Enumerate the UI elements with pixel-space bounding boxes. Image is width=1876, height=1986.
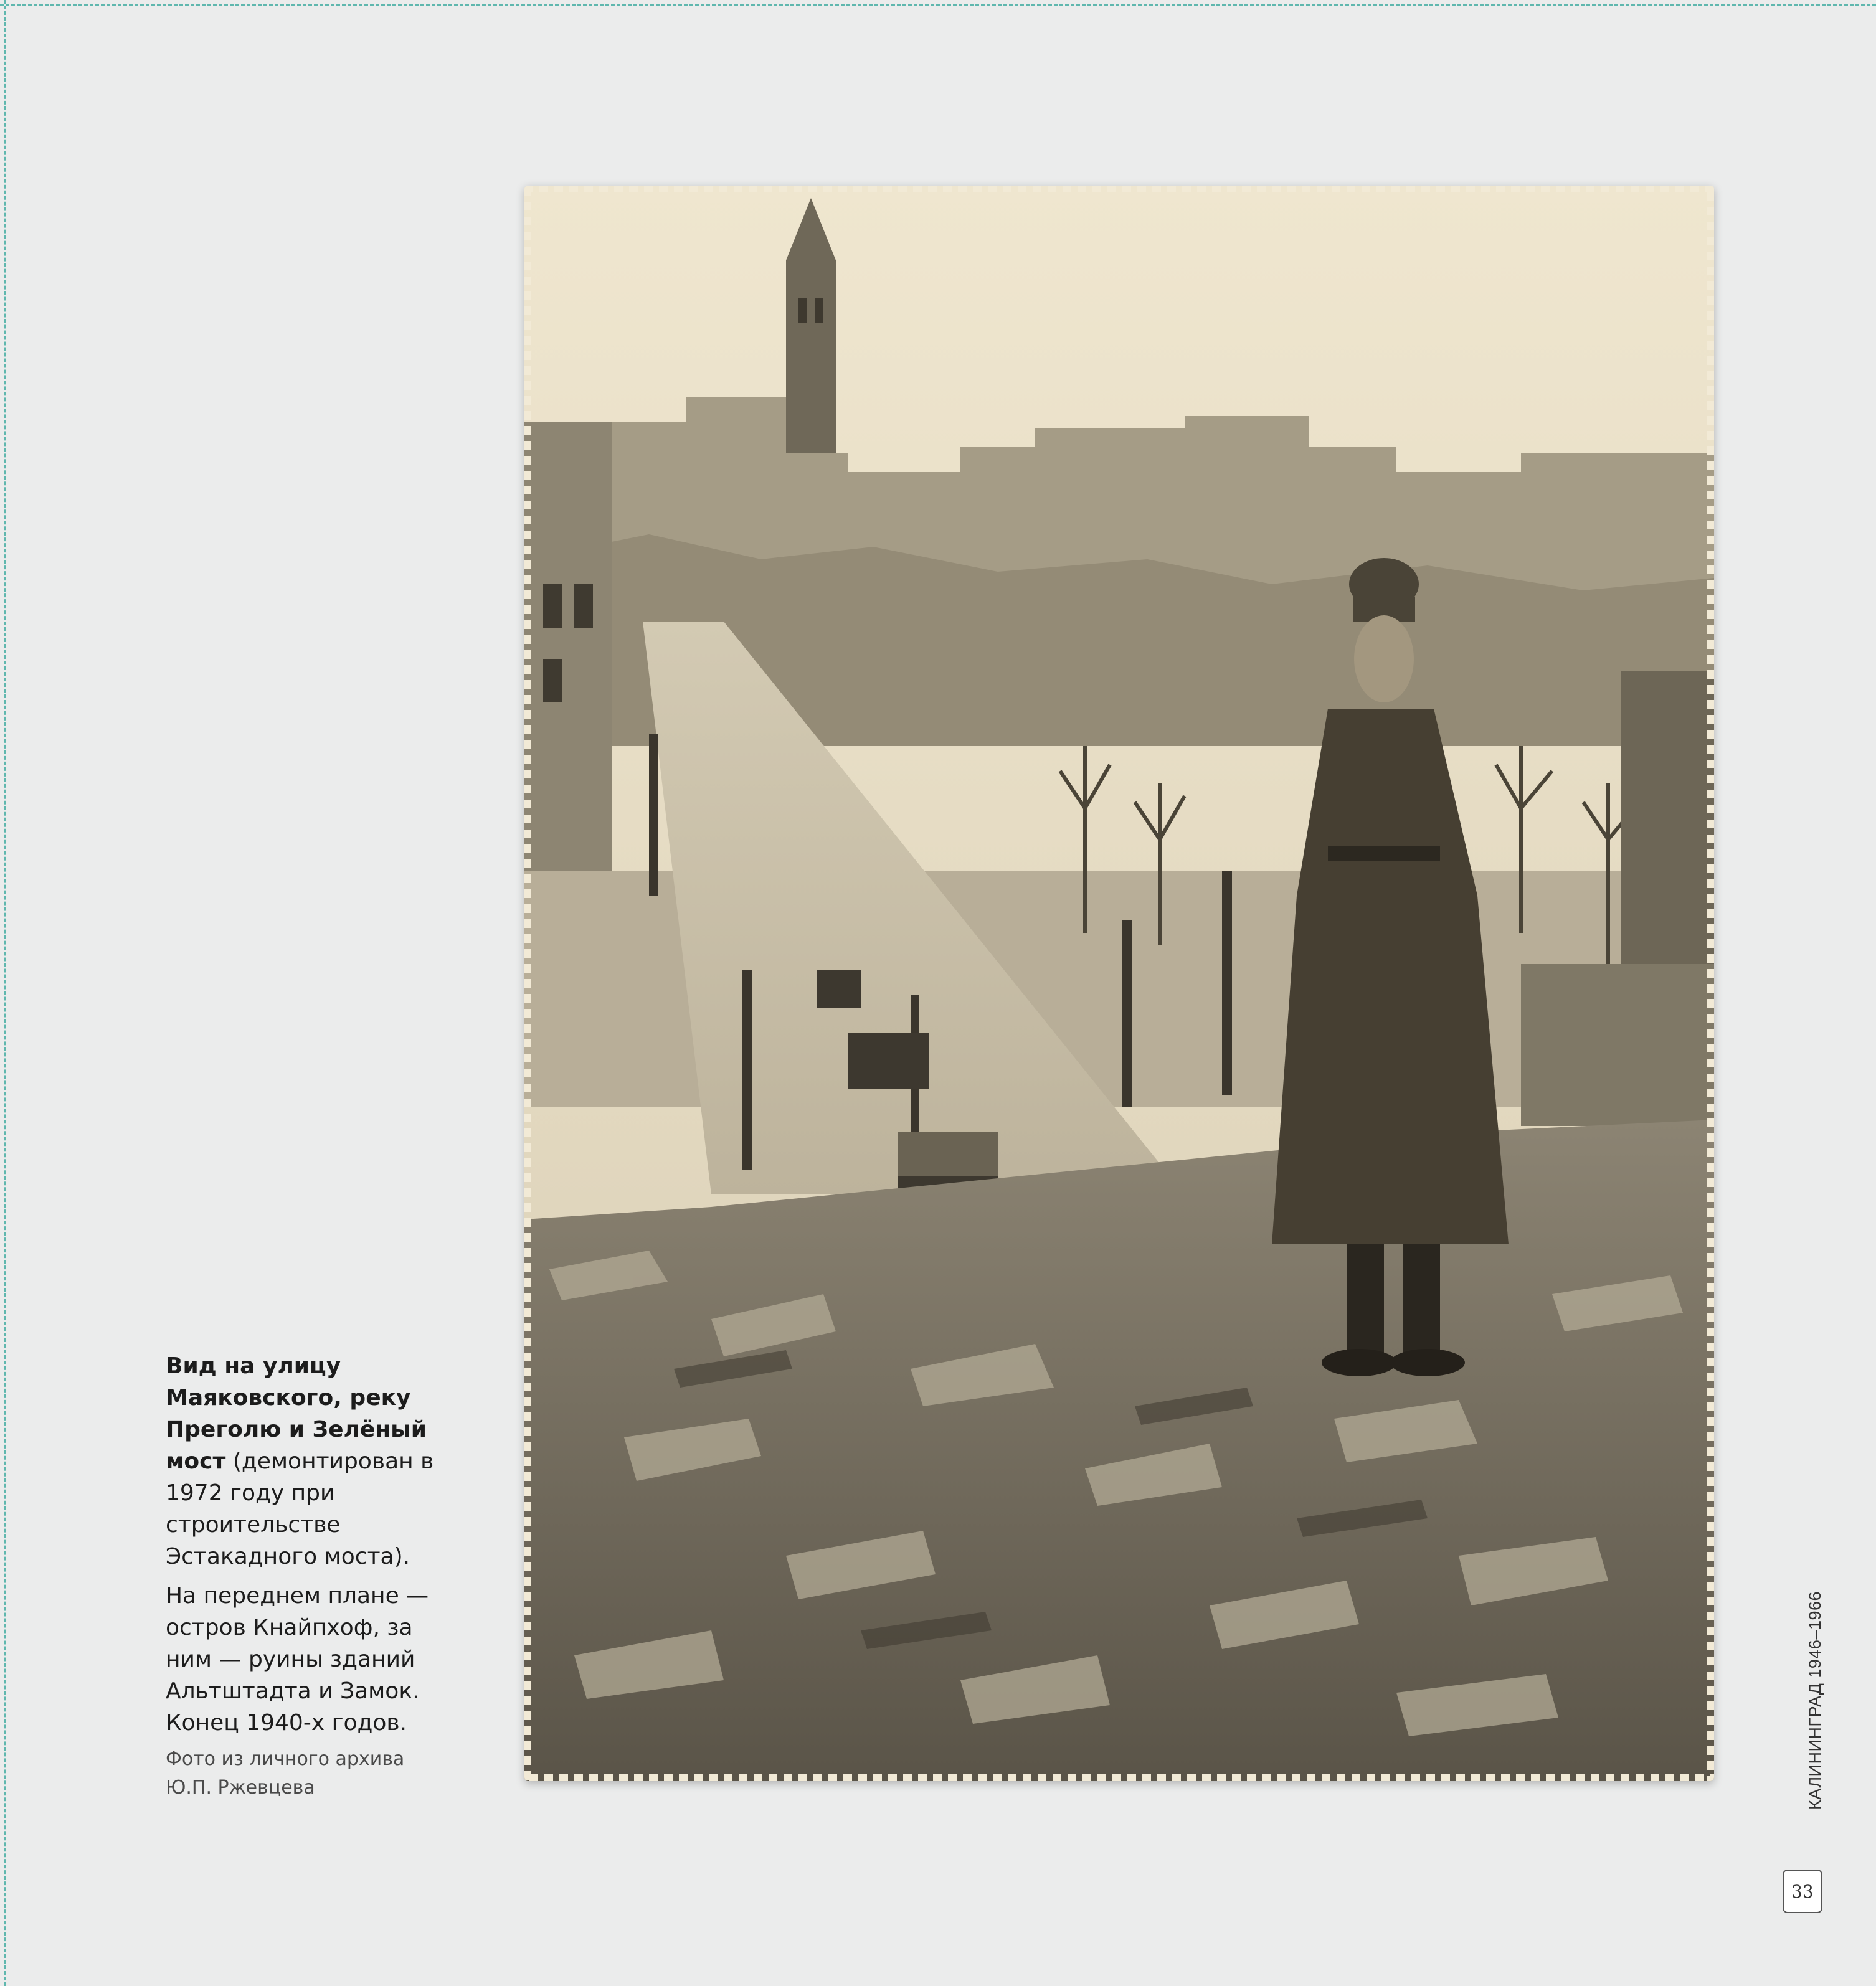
caption-lead-rest: (демонтирован в 1972 году при строительстве Эстакадного моста). (166, 1449, 434, 1569)
running-head (1803, 1591, 1828, 1810)
caption-description: На переднем плане — остров Кнайпхоф, за ним — руины зданий Альтштадта и Замок. Конец 1940-х годов. (166, 1583, 429, 1736)
photo-illustration (524, 186, 1714, 1781)
page-guide-top (0, 4, 1876, 6)
photo-credit: Фото из личного архива Ю.П. Ржевцева (166, 1748, 405, 1799)
caption-lead-bold: Вид на улицу Маяковского, реку Преголю и Зелёный мост (166, 1353, 427, 1474)
running-head-text: КАЛИНИНГРАД 1946–1966 (1806, 1591, 1825, 1810)
page-guide-left (4, 0, 6, 1986)
caption-paragraph-1 (166, 1350, 440, 1572)
photo-caption (166, 1350, 440, 1802)
page-number: 33 (1783, 1870, 1822, 1913)
historical-photograph (524, 186, 1714, 1781)
